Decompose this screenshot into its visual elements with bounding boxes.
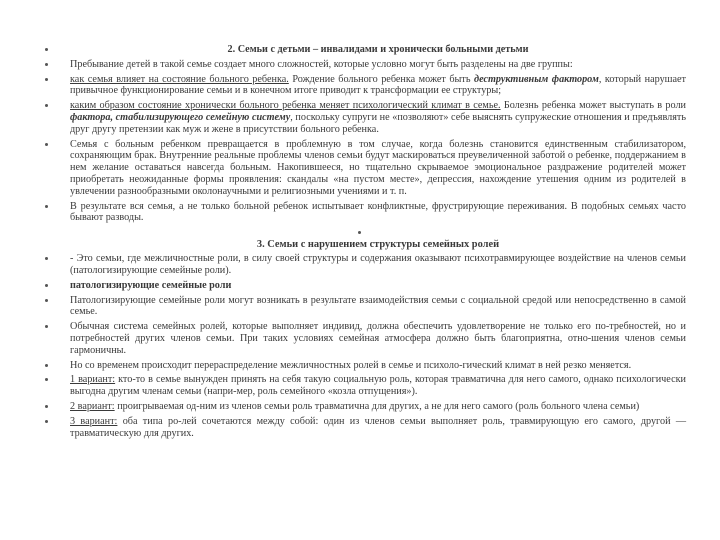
bullet — [45, 364, 48, 367]
paragraph — [70, 100, 686, 135]
bullet — [45, 378, 48, 381]
list-item — [0, 139, 720, 198]
bullet — [45, 325, 48, 328]
emphasis: фактора, стабилизирующего семейную систему — [70, 111, 291, 123]
paragraph — [70, 416, 686, 440]
paragraph — [70, 401, 686, 413]
section-heading-row — [0, 239, 720, 251]
bullet — [45, 143, 48, 146]
paragraph: Пребывание детей в такой семье создает много сложностей, которые условно могут быть разделены на две группы: — [70, 58, 573, 70]
section-title: 3. Семьи с нарушением структуры семейных ролей — [256, 239, 500, 251]
bullet — [45, 48, 48, 51]
paragraph: Но со временем происходит перераспределение межличностных ролей в семье и психоло-гический климат в ней резко меняется. — [70, 359, 632, 371]
bullet — [45, 78, 48, 81]
paragraph — [70, 74, 686, 98]
list-item — [0, 374, 720, 398]
text-span: , который нарушает привычное функционирование семьи и в конечном итоге приводит к трансформации ее структуры; — [70, 73, 686, 97]
list-item — [0, 74, 720, 98]
list-item — [0, 253, 720, 277]
list-item — [0, 416, 720, 440]
text-span: , поскольку супруги не «позволяют» себе выяснять супружеские отношения и предъявлять друг другу претензии как муж и жене в присутствии больного ребенка. — [70, 111, 686, 135]
paragraph: патологизирующие семейные роли — [70, 279, 232, 291]
variant-label: 2 вариант: — [70, 400, 115, 412]
bullet — [45, 284, 48, 287]
bullet — [45, 420, 48, 423]
bullet — [358, 231, 361, 234]
emphasis: деструктивным фактором — [474, 73, 599, 85]
bullet — [45, 257, 48, 260]
bullet — [45, 299, 48, 302]
paragraph: - Это семьи, где межличностные роли, в силу своей структуры и содержания оказывают психотравмирующее воздействие на членов семьи (патологизирующие семейные роли). — [70, 253, 686, 276]
list-item — [0, 44, 720, 56]
list-item — [0, 401, 720, 413]
text-span: Болезнь ребенка может выступать в роли — [500, 100, 687, 112]
list-item — [0, 360, 720, 372]
paragraph: Семья с больным ребенком превращается в проблемную в том случае, когда болезнь становится единственным стабилизатором, сохраняющим брак. Внутренние реальные проблемы членов семьи будут маскироваться преувеличенной заботой о ребенке, поддержанием в нем желание оставаться навсегда больным. Накопившееся, но тщательно скрываемое эмоциональное раздражение родителей может приобретать неожиданные формы проявления: скандалы «на пустом месте», депрессия, нахождение утешения одним из родителей в увлечении разнообразными околонаучными и религиозными учениями и т. п. — [70, 138, 686, 197]
paragraph: Патологизирующие семейные роли могут возникать в результате взаимодействия семьи с социальной средой или непосредственно в самой семье. — [70, 294, 686, 318]
list-item — [0, 201, 720, 225]
document-content — [0, 44, 720, 442]
paragraph: Обычная система семейных ролей, которые выполняет индивид, должна обеспечить удовлетворение не только его по-требностей, но и потребностей других членов семьи. При таких условиях семейная атмосфера должно быть благоприятна, отно-шения членов семьи гармоничны. — [70, 321, 686, 356]
list-item — [0, 295, 720, 319]
underlined-lead: каким образом состояние хронически больного ребенка меняет психологический климат в семье. — [70, 100, 501, 112]
text-span: оба типа ро-лей сочетаются между собой: один из членов семьи выполняет роль, травмирующую его самого, другой — травматическую для других. — [70, 415, 687, 439]
bullet — [45, 205, 48, 208]
text-span: Рождение больного ребенка может быть — [288, 73, 475, 85]
list-item — [0, 321, 720, 356]
underlined-lead: как семья влияет на состояние больного ребенка. — [70, 73, 289, 85]
bullet — [45, 405, 48, 408]
variant-label: 3 вариант: — [70, 415, 118, 427]
list-item — [0, 100, 720, 135]
section-title: 2. Семьи с детьми – инвалидами и хронически больными детьми — [227, 44, 529, 55]
bullet — [45, 104, 48, 107]
text-span: кто-то в семье вынужден принять на себя такую социальную роль, которая травматична для него самого, однако психологически выгодна другим членам семьи (напри-мер, роль семейного «козла отпущения»). — [70, 374, 687, 398]
text-span: проигрываемая од-ним из членов семьи роль травматична для других, а не для него самого (роль больного члена семьи) — [114, 400, 640, 412]
variant-label: 1 вариант: — [70, 374, 116, 386]
separator — [0, 227, 720, 237]
paragraph — [70, 374, 686, 398]
list-item — [0, 59, 720, 71]
bullet — [45, 63, 48, 66]
list-item — [0, 280, 720, 292]
paragraph: В результате вся семья, а не только больной ребенок испытывает конфликтные, фрустрирующие переживания. В подобных семьях часто бывают разводы. — [70, 200, 686, 224]
